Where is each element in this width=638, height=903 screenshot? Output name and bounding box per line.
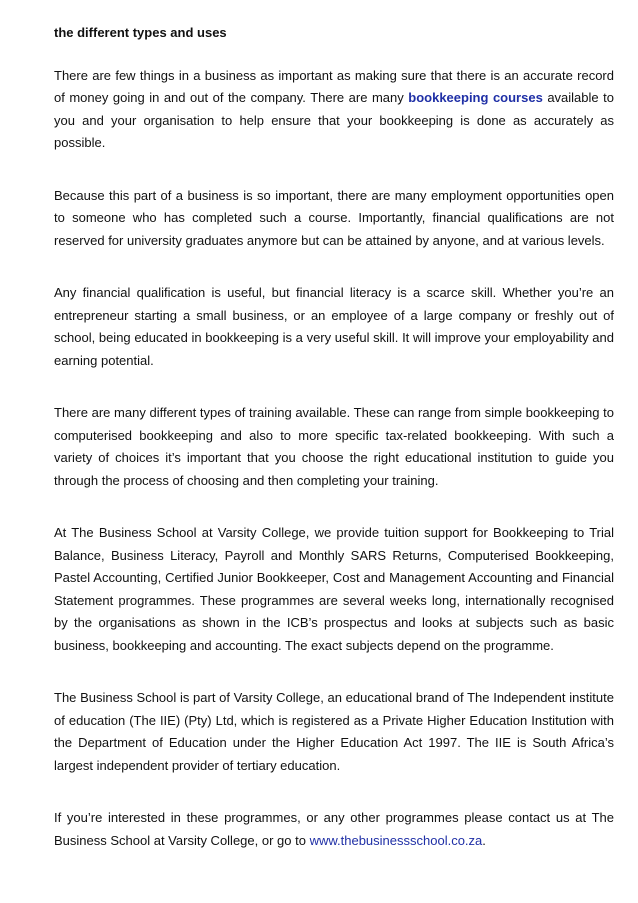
paragraph-intro: [54, 65, 614, 155]
paragraph-intro-text-before: There are few things in a business as important as making sure that there is an accurate record of money going in and out of the company. There are many: [54, 67, 614, 105]
paragraph-contact-text-after: .: [482, 832, 486, 848]
document-heading: the different types and uses: [54, 25, 227, 40]
paragraph-intro-text-after: available to you and your organisation to help ensure that your bookkeeping is done as accurately as possible.: [54, 90, 614, 150]
business-school-website-link[interactable]: www.thebusinessschool.co.za: [309, 832, 483, 848]
paragraph-contact: [54, 807, 614, 852]
paragraph-varsity-college: The Business School is part of Varsity College, an educational brand of The Independent institute of education (The IIE) (Pty) Ltd, which is registered as a Private Higher Education Institution with the Department of Education under the Higher Education Act 1997. The IIE is South Africa’s largest independent provider of tertiary education.: [54, 690, 614, 773]
paragraph-contact-text-before: If you’re interested in these programmes, or any other programmes please contact us at The Business School at Varsity College, or go to: [54, 810, 614, 848]
paragraph-employment: Because this part of a business is so important, there are many employment opportunities open to someone who has completed such a course. Importantly, financial qualifications are not reserved for university graduates anymore but can be attained by anyone, and at various levels.: [54, 187, 614, 248]
paragraph-training-types: There are many different types of training available. These can range from simple bookkeeping to computerised bookkeeping and also to more specific tax-related bookkeeping. With such a variety of choices it’s important that you choose the right educational institution to guide you through the process of choosing and then completing your training.: [54, 405, 614, 488]
bookkeeping-courses-link[interactable]: bookkeeping courses: [408, 90, 543, 105]
document-page: [54, 22, 614, 852]
paragraph-programmes: At The Business School at Varsity College, we provide tuition support for Bookkeeping to Trial Balance, Business Literacy, Payroll and Monthly SARS Returns, Computerised Bookkeeping, Pastel Accounting, Certified Junior Bookkeeper, Cost and Management Accounting and Financial Statement programmes. These programmes are several weeks long, internationally recognised by the organisations as shown in the ICB’s prospectus and looks at subjects such as basic business, bookkeeping and accounting. The exact subjects depend on the programme.: [54, 525, 614, 653]
paragraph-financial-literacy: Any financial qualification is useful, but financial literacy is a scarce skill. Whether you’re an entrepreneur starting a small business, or an employee of a large company or freshly out of school, being educated in bookkeeping is a very useful skill. It will improve your employability and earning potential.: [54, 285, 614, 368]
